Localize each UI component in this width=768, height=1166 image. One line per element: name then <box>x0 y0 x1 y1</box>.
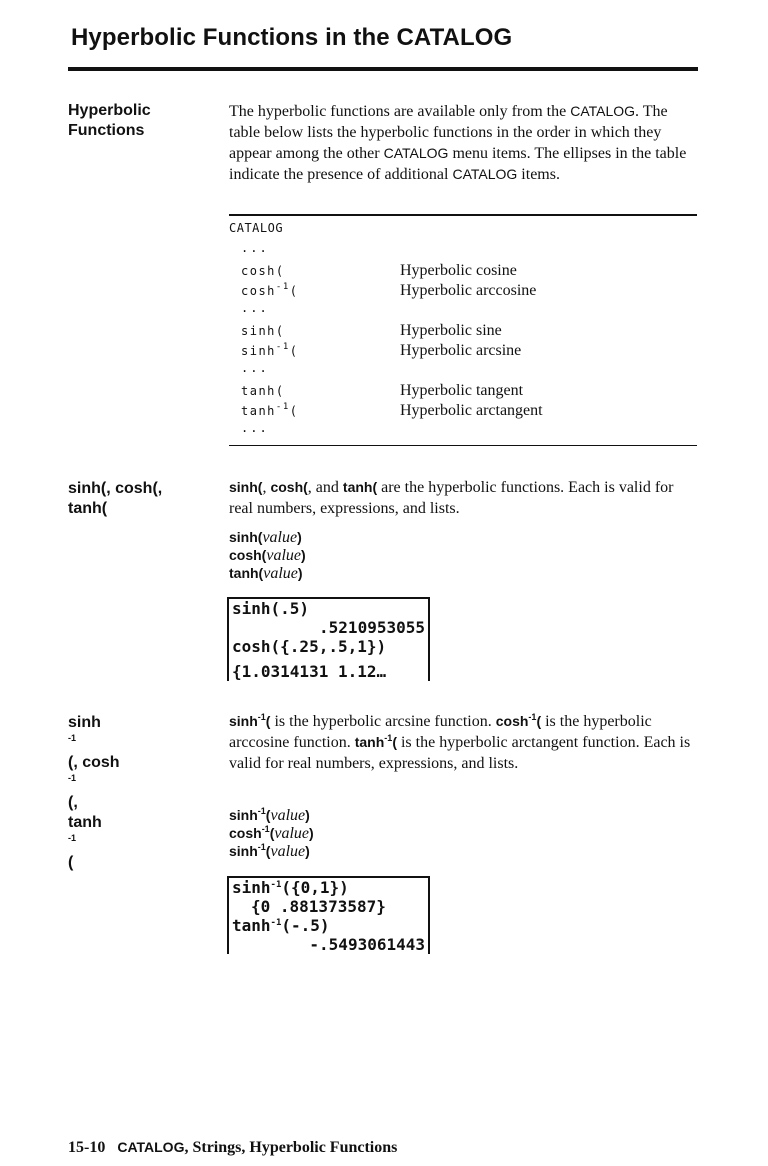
fn-term: sinh( <box>229 479 263 495</box>
intro-text: The hyperbolic functions are available only from the <box>229 103 571 120</box>
calculator-screen-1 <box>227 597 430 681</box>
intro-text: . The table below lists the hyperbolic functions in the order in which they appear among the other <box>229 103 668 162</box>
superscript: -1 <box>68 773 77 783</box>
table-desc: Hyperbolic tangent <box>400 382 524 399</box>
screen-line: .5210953055 <box>319 618 425 637</box>
table-desc: Hyperbolic cosine <box>400 262 517 279</box>
text: , <box>262 479 271 496</box>
fn-base: tanh <box>241 404 276 418</box>
table-ellipsis: ... <box>241 361 269 375</box>
superscript: -1 <box>275 342 290 352</box>
fn-term <box>496 713 541 729</box>
table-desc: Hyperbolic arccosine <box>400 282 537 299</box>
footer-catalog: CATALOG <box>117 1139 185 1155</box>
syntax-close: ) <box>305 807 310 823</box>
fn-base: sinh <box>68 714 101 731</box>
fn-term: cosh( <box>270 479 308 495</box>
syntax-close: ) <box>301 547 306 563</box>
screen-line: {1.0314131 1.12… <box>232 662 387 681</box>
side-heading-line <box>68 813 120 873</box>
syntax-line <box>229 546 306 564</box>
table-bottom-rule <box>229 445 697 446</box>
fn-base: tanh <box>68 814 102 831</box>
fn-base: tanh <box>354 734 385 750</box>
table-fn: tanh( <box>241 384 285 398</box>
text: , and <box>307 479 343 496</box>
screen-line: cosh({.25,.5,1}) <box>232 637 387 656</box>
fn-base: sinh <box>229 713 258 729</box>
syntax-paren: ( <box>265 807 271 823</box>
catalog-term: CATALOG <box>570 103 636 119</box>
syntax-fn: sinh( <box>229 529 263 545</box>
table-desc: Hyperbolic arctangent <box>400 402 543 419</box>
text: is the hyperbolic arccosine function. <box>229 713 652 751</box>
screen-fn: tanh <box>232 916 271 935</box>
table-fn: cosh( <box>241 264 285 278</box>
side-heading-line: Hyperbolic <box>68 102 151 119</box>
syntax-close: ) <box>297 529 302 545</box>
superscript: -1 <box>270 880 282 890</box>
intro-text: items. <box>517 166 560 183</box>
syntax-block <box>229 806 314 860</box>
screen-line: {0 .881373587} <box>251 897 386 916</box>
table-ellipsis: ... <box>241 301 269 315</box>
table-ellipsis: ... <box>241 421 269 435</box>
syntax-arg: value <box>274 825 310 842</box>
table-header: CATALOG <box>229 221 284 235</box>
screen-text: (-.5) <box>281 916 330 935</box>
fn-paren: ( <box>289 284 299 298</box>
inverse-functions-paragraph <box>229 711 701 774</box>
syntax-arg: value <box>270 807 306 824</box>
syntax-arg: value <box>266 547 301 564</box>
page-number: 15-10 <box>68 1139 106 1156</box>
table-row <box>229 281 697 301</box>
text: (, <box>68 794 78 811</box>
syntax-close: ) <box>309 825 314 841</box>
side-heading-sinh-cosh-tanh <box>68 479 162 519</box>
side-heading-line <box>68 713 120 813</box>
calculator-screen-2 <box>227 876 430 954</box>
fn-base: cosh <box>241 284 276 298</box>
intro-paragraph <box>229 101 701 185</box>
syntax-fn: cosh <box>229 825 262 841</box>
screen-line <box>229 878 428 897</box>
table-row <box>229 401 697 421</box>
fn-base: sinh <box>241 344 276 358</box>
fn-paren: ( <box>289 344 299 358</box>
syntax-line <box>229 806 314 824</box>
syntax-arg: value <box>263 565 298 582</box>
superscript: -1 <box>275 282 290 292</box>
fn-term <box>229 713 270 729</box>
page-title: Hyperbolic Functions in the CATALOG <box>71 24 513 51</box>
syntax-fn: tanh( <box>229 565 264 581</box>
screen-fn: sinh <box>232 878 271 897</box>
table-row <box>229 341 697 361</box>
text: is the hyperbolic arctangent function. Each is valid for real numbers, expressions, and lists. <box>229 734 691 772</box>
fn-paren: ( <box>265 713 271 729</box>
footer-text: , Strings, Hyperbolic Functions <box>184 1139 398 1156</box>
side-heading-hyperbolic-functions <box>68 101 151 141</box>
catalog-term: CATALOG <box>383 145 449 161</box>
title-rule <box>68 67 698 71</box>
table-row <box>229 321 697 341</box>
table-desc: Hyperbolic sine <box>400 322 502 339</box>
page-footer <box>68 1139 397 1157</box>
table-row <box>229 381 697 401</box>
superscript: -1 <box>528 712 537 722</box>
fn-term <box>355 734 397 750</box>
text: are the hyperbolic functions. Each is valid for real numbers, expressions, and lists. <box>229 479 674 517</box>
side-heading-inverse-functions <box>68 713 120 873</box>
fn-paren: ( <box>392 734 397 750</box>
table-row <box>229 261 697 281</box>
syntax-arg: value <box>270 843 306 860</box>
syntax-line <box>229 564 306 582</box>
superscript: -1 <box>257 712 266 722</box>
syntax-paren: ( <box>269 825 275 841</box>
table-fn-inverse <box>229 404 400 418</box>
fn-term: tanh( <box>342 479 378 495</box>
table-fn: sinh( <box>241 324 285 338</box>
syntax-arg: value <box>262 529 298 546</box>
superscript: -1 <box>68 733 77 743</box>
side-heading-line: sinh(, cosh(, <box>68 480 163 497</box>
superscript: -1 <box>384 733 393 743</box>
text: (, cosh <box>68 754 120 771</box>
table-fn-inverse <box>229 284 400 298</box>
screen-line: sinh(.5) <box>232 599 310 618</box>
catalog-table <box>229 214 697 446</box>
sinh-cosh-tanh-paragraph <box>229 477 701 519</box>
catalog-term: CATALOG <box>452 166 518 182</box>
superscript: -1 <box>257 806 266 816</box>
table-top-rule <box>229 214 697 216</box>
fn-paren: ( <box>536 713 542 729</box>
text: ( <box>68 854 74 871</box>
syntax-paren: ( <box>265 843 271 859</box>
screen-text: ({0,1}) <box>281 878 349 897</box>
syntax-line <box>229 824 314 842</box>
syntax-close: ) <box>297 565 303 581</box>
superscript: -1 <box>261 824 270 834</box>
screen-line: -.5493061443 <box>309 935 425 954</box>
fn-paren: ( <box>289 404 299 418</box>
side-heading-line: Functions <box>68 122 145 139</box>
text: is the hyperbolic arcsine function. <box>270 713 496 730</box>
side-heading-line: tanh( <box>68 500 108 517</box>
intro-text: menu items. The ellipses in the table indicate the presence of additional <box>229 145 687 183</box>
screen-line <box>229 916 428 935</box>
syntax-fn: sinh <box>229 843 258 859</box>
syntax-fn: cosh( <box>229 547 267 563</box>
syntax-close: ) <box>305 843 310 859</box>
table-desc: Hyperbolic arcsine <box>400 342 522 359</box>
syntax-line <box>229 842 314 860</box>
fn-base: cosh <box>495 713 529 729</box>
syntax-line <box>229 528 306 546</box>
syntax-fn: sinh <box>229 807 258 823</box>
syntax-block <box>229 528 306 582</box>
superscript: -1 <box>275 402 290 412</box>
table-fn-inverse <box>229 344 400 358</box>
superscript: -1 <box>68 833 77 843</box>
table-ellipsis: ... <box>241 241 269 255</box>
superscript: -1 <box>270 918 282 928</box>
superscript: -1 <box>257 842 266 852</box>
